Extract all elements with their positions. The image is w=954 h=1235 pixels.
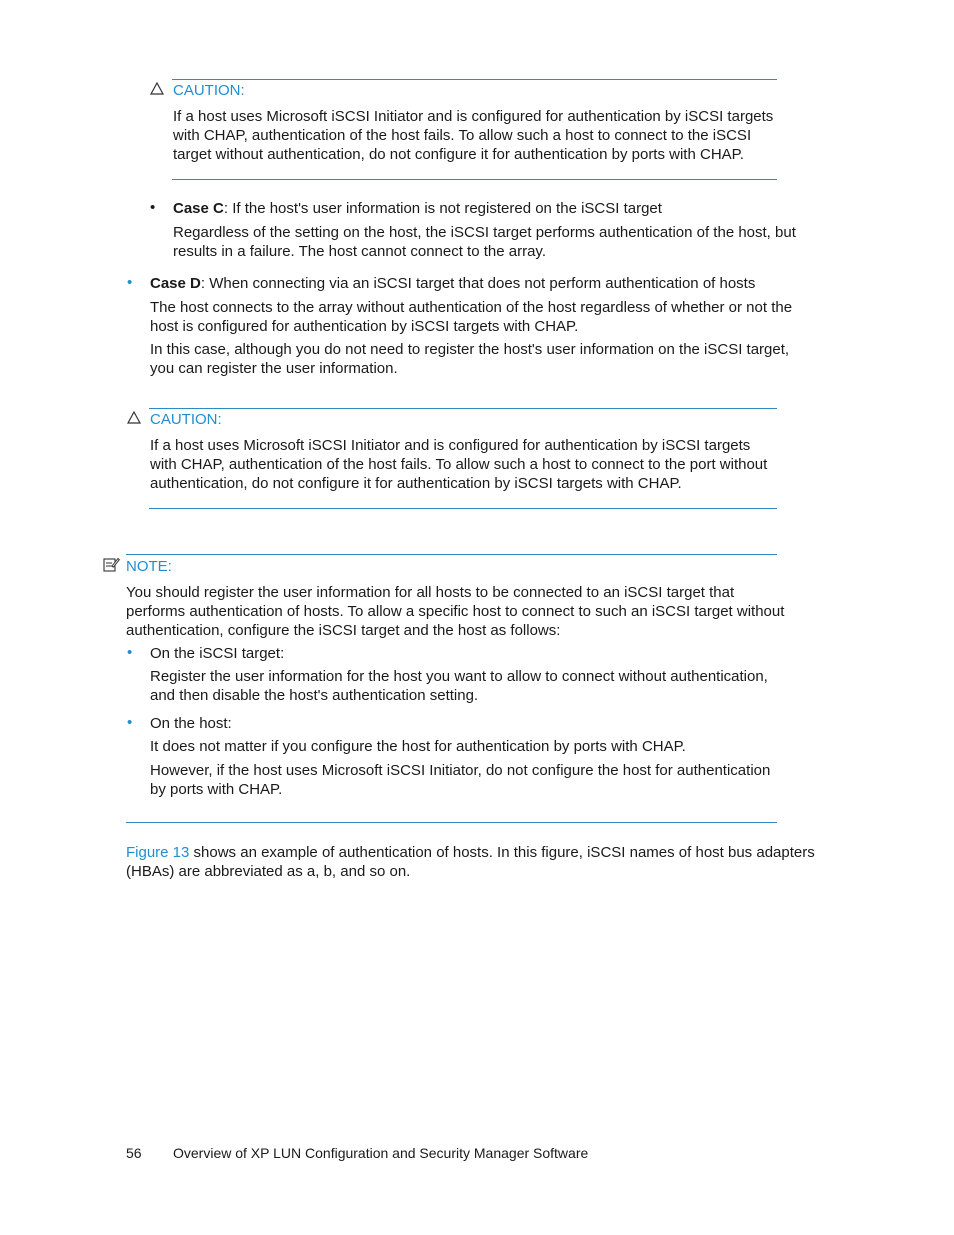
caution-icon	[127, 411, 141, 424]
case-d-p2: In this case, although you do not need to register the host's user information on the iSCSI target, you can register the user information.	[150, 341, 790, 377]
footer-title: Overview of XP LUN Configuration and Security Manager Software	[173, 1145, 589, 1161]
figure-reference-text: shows an example of authentication of hosts. In this figure, iSCSI names of host bus adapters (HBAs) are abbreviated as a, b, and so on.	[126, 844, 815, 880]
caution1-label: CAUTION:	[173, 82, 245, 99]
caution1-top-rule	[172, 79, 777, 80]
case-d-p1: The host connects to the array without authentication of the host regardless of whether or not the host is configured for authentication by iSCSI targets with CHAP.	[150, 299, 793, 335]
caution2-text: If a host uses Microsoft iSCSI Initiator and is configured for authentication by iSCSI targets with CHAP, authentication of the host fails. To allow such a host to connect to the port without authentication, do not configure it for authentication by iSCSI targets with CHAP.	[150, 437, 768, 492]
note-label: NOTE:	[126, 558, 172, 575]
case-c-heading	[173, 199, 803, 218]
note-bottom-rule	[126, 822, 777, 823]
caution1-bottom-rule	[172, 179, 777, 180]
case-c-text: Regardless of the setting on the host, the iSCSI target performs authentication of the host, but results in a failure. The host cannot connect to the array.	[173, 224, 796, 260]
note-intro: You should register the user information for all hosts to be connected to an iSCSI target that performs authentication of hosts. To allow a specific host to connect to such an iSCSI target without authentication, configure the iSCSI target and the host as follows:	[126, 584, 785, 639]
note-item2-p2: However, if the host uses Microsoft iSCSI Initiator, do not configure the host for authentication by ports with CHAP.	[150, 762, 771, 798]
note-item2-title: On the host:	[150, 715, 232, 732]
case-d-bullet: •	[127, 274, 133, 291]
note-pencil-icon	[103, 557, 120, 572]
caution2-top-rule	[149, 408, 777, 409]
case-c-title-rest: : If the host's user information is not registered on the iSCSI target	[223, 200, 662, 217]
note-item2-p1: It does not matter if you configure the host for authentication by ports with CHAP.	[150, 738, 686, 755]
case-d-title: Case D	[150, 275, 201, 292]
caution1-text: If a host uses Microsoft iSCSI Initiator and is configured for authentication by iSCSI targets with CHAP, authentication of the host fails. To allow such a host to connect to the iSCSI target without authentication, do not configure it for authentication by ports with CHAP.	[173, 108, 774, 163]
case-c-bullet: •	[150, 199, 156, 216]
case-d-title-rest: : When connecting via an iSCSI target that does not perform authentication of hosts	[200, 275, 756, 292]
caution-icon	[150, 82, 164, 95]
figure-reference-paragraph	[126, 843, 816, 881]
page-number: 56	[126, 1145, 142, 1161]
figure-13-link[interactable]: Figure 13	[126, 844, 190, 861]
caution2-label: CAUTION:	[150, 411, 222, 428]
case-d-heading	[150, 274, 810, 293]
note-top-rule	[126, 554, 777, 555]
note-item1-text: Register the user information for the host you want to allow to connect without authentication, and then disable the host's authentication setting.	[150, 668, 768, 704]
note-item1-title: On the iSCSI target:	[150, 645, 285, 662]
note-item1-bullet: •	[127, 644, 133, 661]
case-c-title: Case C	[173, 200, 224, 217]
note-item2-bullet: •	[127, 714, 133, 731]
caution2-bottom-rule	[149, 508, 777, 509]
